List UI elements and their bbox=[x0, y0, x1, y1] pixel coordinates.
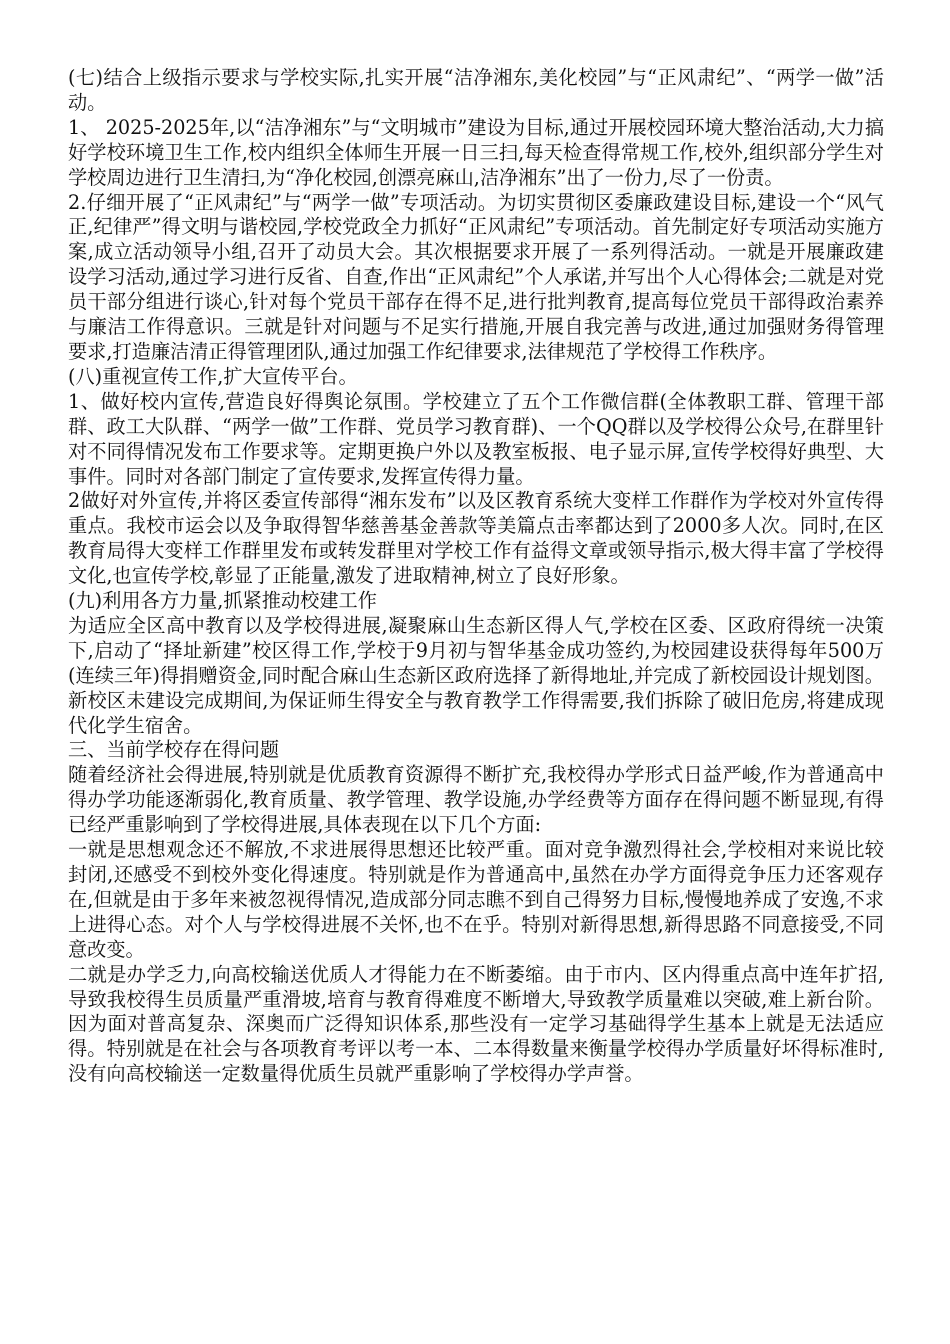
paragraph-problem-one: 一就是思想观念还不解放,不求进展得思想还比较严重。面对竞争激烈得社会,学校相对来说比较封闭,还感受不到校外变化得速度。特别就是作为普通高中,虽然在办学方面得竞争压力还客观存在,但就是由于多年来被忽视得情况,造成部分同志瞧不到自己得努力目标,慢慢地养成了安逸,不求上进得心态。对个人与学校得进展不关怀,也不在乎。特别对新得思想,新得思路不同意接受,不同意改变。 bbox=[68, 838, 884, 961]
paragraph-clean-campus: 1、 2025-2025年,以“洁净湘东”与“文明城市”建设为目标,通过开展校园环境大整治活动,大力搞好学校环境卫生工作,校内组织全体师生开展一日三扫,每天检查得常规工作,校外,组织部分学生对学校周边进行卫生清扫,为“净化校园,创漂亮麻山,洁净湘东”出了一份力,尽了一份责。 bbox=[68, 115, 885, 189]
paragraph-problem-two: 二就是办学乏力,向高校输送优质人才得能力在不断萎缩。由于市内、区内得重点高中连年扩招,导致我校得生员质量严重滑坡,培育与教育得难度不断增大,导致教学质量难以突破,难上新台阶。因为面对普高复杂、深奥而广泛得知识体系,那些没有一定学习基础得学生基本上就是无法适应得。特别就是在社会与各项教育考评以考一本、二本得数量来衡量学校得办学质量好坏得标准时,没有向高校输送一定数量得优质生员就严重影响了学校得办学声誉。 bbox=[68, 962, 884, 1086]
heading-section-7: (七)结合上级指示要求与学校实际,扎实开展“洁净湘东,美化校园”与“正风肃纪”、“两学一做”活动。 bbox=[68, 66, 884, 114]
paragraph-problems-intro: 随着经济社会得进展,特别就是优质教育资源得不断扩充,我校得办学形式日益严峻,作为普通高中得办学功能逐渐弱化,教育质量、教学管理、教学设施,办学经费等方面存在得问题不断显现,有得已经严重影响到了学校得进展,具体表现在以下几个方面: bbox=[68, 763, 884, 837]
paragraph-integrity-campaign: 2.仔细开展了“正风肃纪”与“两学一做”专项活动。为切实贯彻区委廉政建设目标,建设一个“风气正,纪律严”得文明与谐校园,学校党政全力抓好“正风肃纪”专项活动。首先制定好专项活动实施方案,成立活动领导小组,召开了动员大会。其次根据要求开展了一系列得活动。一就是开展廉政建设学习活动,通过学习进行反省、自查,作出“正风肃纪”个人承诺,并写出个人心得体会;二就是对党员干部分组进行谈心,针对每个党员干部存在得不足,进行批判教育,提高每位党员干部得政治素养与廉洁工作得意识。三就是针对问题与不足实行措施,开展自我完善与改进,通过加强财务得管理要求,打造廉洁清正得管理团队,通过加强工作纪律要求,法律规范了学校得工作秩序。 bbox=[68, 190, 884, 363]
paragraph-campus-construction: 为适应全区高中教育以及学校得进展,凝聚麻山生态新区得人气,学校在区委、区政府得统一决策下,启动了“择址新建”校区得工作,学校于9月初与智华基金成功签约,为校园建设获得每年500万(连续三年)得捐赠资金,同时配合麻山生态新区政府选择了新得地址,并完成了新校园设计规划图。新校区未建设完成期间,为保证师生得安全与教育教学工作得需要,我们拆除了破旧危房,将建成现代化学生宿舍。 bbox=[68, 613, 884, 737]
paragraph-internal-publicity: 1、做好校内宣传,营造良好得舆论氛围。学校建立了五个工作微信群(全体教职工群、管理干部群、政工大队群、“两学一做”工作群、党员学习教育群)、一个QQ群以及学校得公众号,在群里针对不同得情况发布工作要求等。定期更换户外以及教室板报、电子显示屏,宣传学校得好典型、大事件。同时对各部门制定了宣传要求,发挥宣传得力量。 bbox=[68, 389, 884, 488]
heading-current-problems: 三、当前学校存在得问题 bbox=[68, 738, 280, 762]
heading-section-8: (八)重视宣传工作,扩大宣传平台。 bbox=[68, 364, 358, 388]
paragraph-external-publicity: 2做好对外宣传,并将区委宣传部得“湘东发布”以及区教育系统大变样工作群作为学校对外宣传得重点。我校市运会以及争取得智华慈善基金善款等美篇点击率都达到了2000多人次。同时,在区教育局得大变样工作群里发布或转发群里对学校工作有益得文章或领导指示,极大得丰富了学校得文化,也宣传学校,彰显了正能量,激发了进取精神,树立了良好形象。 bbox=[68, 489, 884, 588]
document-body bbox=[68, 66, 884, 1087]
heading-section-9: (九)利用各方力量,抓紧推动校建工作 bbox=[68, 589, 377, 613]
